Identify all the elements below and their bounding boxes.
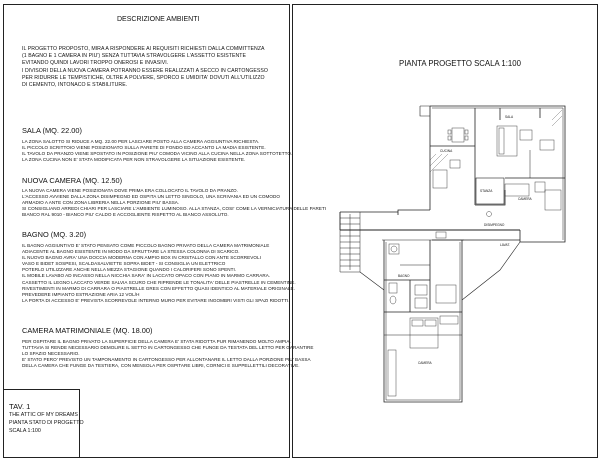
intro-line: EVITANDO QUINDI LAVORI TROPPO ONEROSI E INVASIVI. [22,60,169,67]
sofa [497,126,517,156]
double-bed [410,318,438,348]
intro-line: DI CEMENTO, INTONACO E STABILITURE. [22,82,128,89]
section-heading-bagno: BAGNO (MQ. 3.20) [22,230,87,239]
section-0-line: LA ZONA CUCINA NON E' STATA MODIFICATA PER NON STRAVOLGERE LA SITUAZIONE ESISTENTE. [22,157,246,163]
tav-number: TAV. 1 [9,402,31,411]
room-label-bagno: BAGNO [398,274,410,278]
upper-wing-outline [430,106,565,242]
section-1-line: BIANCO RAL 9010 - BIANCO PIU' CALDO E ACCOGLIENTE RISPETTO AL BIANCO ASSOLUTO. [22,212,229,218]
section-2-line: IL BAGNO AGGIUNTIVO E' STATO PENSATO COME PICCOLO BAGNO PRIVATO DELLA CAMERA MATRIMONIALE [22,243,270,248]
section-1-line: SI CONSIGLIANO ARREDI CHIARI PER LASCIARE L'AMBIENTE LUMINOSO. ALLA STANZA, COSI' COME LA VERNICIATURA DELLE PARETI [22,206,327,212]
coffee-table [520,130,532,140]
room-label-disimpegno: DISIMPEGNO [484,223,505,227]
cartouche-line-2: PIANTA STATO DI PROGETTO [9,420,84,426]
intro-line: PER RIDURRE LE TEMPISTICHE, OLTRE A POLVERE, SPORCO E UMIDITA' DOVUTI ALL'UTILIZZO [22,74,265,81]
section-1-line: ARMADIO A ANTE CON ZONA LIBRERIA NELLA PORZIONE PIU' BASSA. [22,200,180,206]
intro-line: I DIVISORI DELLA NUOVA CAMERA POTRANNO ESSERE REALIZZATI A SECCO IN CARTONGESSO [22,67,268,74]
section-heading-camera-matrimoniale: CAMERA MATRIMONIALE (MQ. 18.00) [22,326,153,335]
dining-table [452,128,464,142]
cartouche-line-1: THE ATTIC OF MY DREAMS [9,412,78,418]
room-label-sala: SALA [505,115,514,119]
section-0-line: IL TAVOLO DA PRANZO VIENE SPOSTATO IN POSIZIONE PIU' COMODA VICINO ALLA CUCINA NELLA ZONA SOTTOTETTO. [22,151,293,157]
section-3-line: TUTTAVIA SI RENDE NECESSARIO DEMOLIRE IL SETTO IN CARTONGESSO CHE FUNGE DA TESTATA DEL LETTO PER GARANTIRE [22,345,314,351]
section-heading-sala: SALA (MQ. 22.00) [22,126,82,135]
room-label-camera: CAMERA [518,197,532,201]
section-3-line: PER OSPITARE IL BAGNO PRIVATO LA SUPERFICIE DELLA CAMERA E' STATA RIDOTTA PUR RIMANENDO MOLTO AMPIA. [22,339,291,344]
page-title: DESCRIZIONE AMBIENTI [117,16,200,23]
cartouche-line-3: SCALA 1:100 [9,428,41,434]
section-2-line: PREVEDERE IMPIANTO ESTRAZIONE ARIA 12 VOL/H [22,291,140,297]
single-bed [505,184,529,196]
section-1-line: LA NUOVA CAMERA VIENE POSIZIONATA DOVE PRIMA ERA COLLOCATO IL TAVOLO DA PRANZO. [22,188,238,193]
section-2-line: VASO E BIDET SOSPESI, SCALDASALVIETTE SOPRA BIDET - SI CONSIGLIA UN ELETTRICO [22,261,226,267]
section-3-line: DELLA CAMERA CHE FUNGE DA TESTIERA, CON MENSOLA PER OSPITARE LIBRI, CORNICI E SUPPELLETTILI DECORATIVE. [22,363,300,369]
furniture [388,126,561,396]
room-label-cucina: CUCINA [440,149,453,153]
intro-line: (1 BAGNO E 1 CAMERA IN PIU') SENZA TUTTAVIA STRAVOLGERE L'ASSETTO ESISTENTE [22,53,247,60]
stair [340,212,360,272]
section-2-line: RIVESTIMENTI IN MARMO DI CARRARA O PIASTRELLE GRES CON EFFETTO QUASI IDENTICO AL MATERIALE ORIGINALE. [22,285,295,291]
section-2-line: CASSETTO IL LEGNO LACCATO VERDE SALVIA SCURO CHE RIPRENDE LE TONALITA' DELLE PIASTRELLE IN CEMENTINE. [22,279,296,285]
plan-title: PIANTA PROGETTO SCALA 1:100 [399,59,521,68]
section-2-line: LA PORTA DI ACCESSO E' PREVISTA SCORREVOLE INTERNO MURO PER EVITARE INGOMBRI VISTI GLI SPAZI RIDOTTI. [22,297,290,303]
section-2-line: IL MOBILE LAVABO AD INCASSO NELLA NICCHIA SARA' IN LACCATO OPACO CON PIANO IN MARMO CARRARA. [22,273,271,279]
section-0-line: LA ZONA SALOTTO SI RIDUCE A MQ. 22.00 PER LASCIARE POSTO ALLA CAMERA AGGIUNTIVA RICHIESTA. [22,139,260,144]
section-2-line: IL NUOVO BAGNO AVRA' UNA DOCCIA MODERNA CON AMPIO BOX IN CRISTALLO CON ANTE SCORREVOLI [22,255,261,261]
section-heading-nuova-camera: NUOVA CAMERA (MQ. 12.50) [22,176,123,185]
section-1-line: L'ACCESSO AVVIENE DALLA ZONA DISIMPEGNO ED OSPITA UN LETTO SINGOLO, UNA SCRIVANIA ED UN COMODO [22,194,280,200]
section-3-line: LO SPAZIO NECESSARIO. [22,351,80,357]
section-0-line: IL PICCOLO SCRITTOIO VIENE POSIZIONATO SULLA PARETE DI FONDO ED ACCANTO LA MADIA ESISTENTE. [22,145,266,151]
room-label-lavat: LAVAT. [500,243,510,247]
room-label-stanza: STANZA [480,189,493,193]
room-label-camera-2: CAMERA [418,361,432,365]
section-2-line: ADIACENTE AL BAGNO ESISTENTE IN MODO DA SFRUTTARE LA STESSA COLONNA DI SCARICO. [22,249,240,255]
section-2-line: POTERLO UTILIZZARE ANCHE NELLA MEZZA STAGIONE QUANDO I CALORIFERI SONO SPENTI. [22,267,237,273]
intro-line: IL PROGETTO PROPOSTO, MIRA A RISPONDERE AI REQUISITI RICHIESTI DALLA COMMITTENZA [22,46,265,52]
section-3-line: E' STATO PERO' PREVISTO UN TAMPONAMENTO IN CARTONGESSO PER ALLONTANARE IL LETTO DALLA PORZIONE PIU' BASSA [22,357,311,363]
